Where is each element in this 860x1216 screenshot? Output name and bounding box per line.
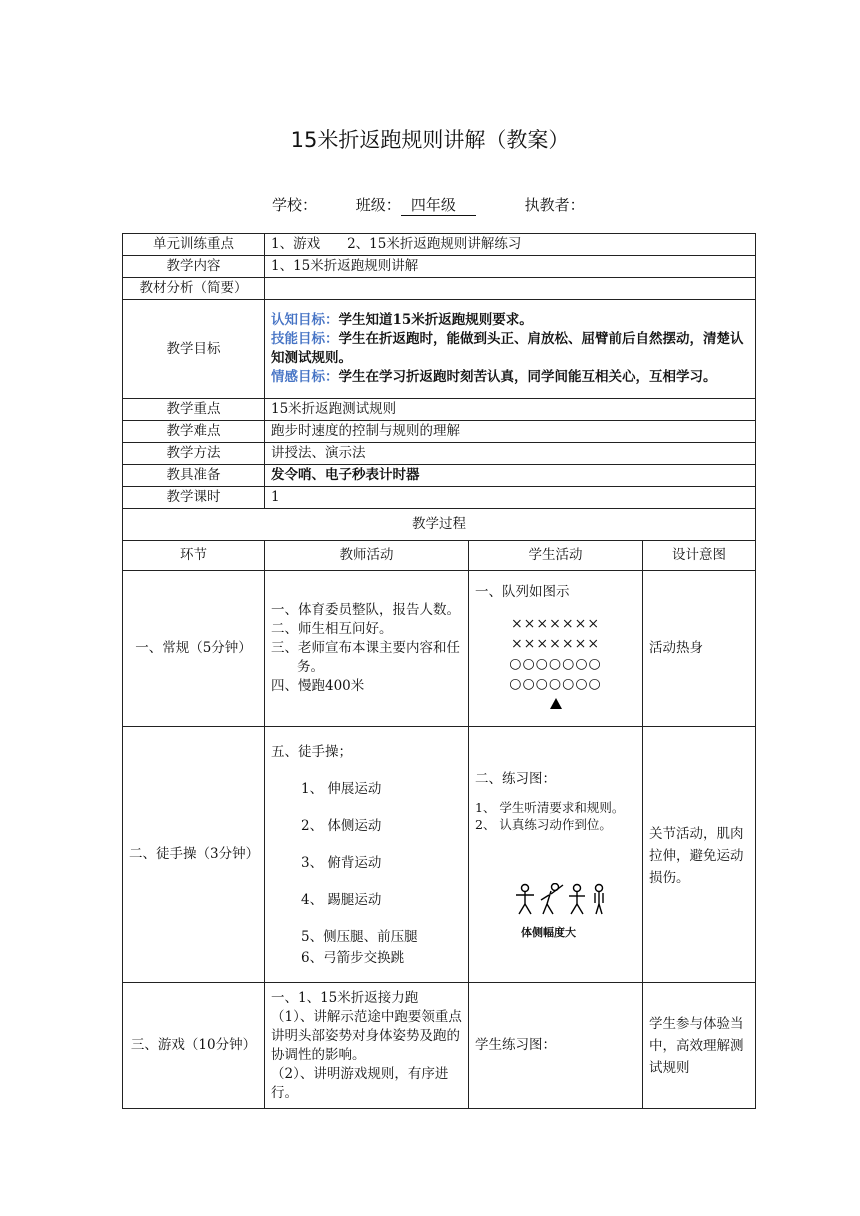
method-value: 讲授法、演示法 xyxy=(265,443,756,465)
stage2-student-item: 1、 学生听清要求和规则。 xyxy=(475,799,625,815)
row-goals xyxy=(123,300,756,399)
class-label: 班级： xyxy=(355,196,401,214)
analysis-label: 教材分析（简要） xyxy=(123,278,265,300)
stage1-teacher xyxy=(265,571,469,727)
row-stage-2 xyxy=(123,727,756,983)
stage2-intent xyxy=(643,727,756,983)
col-teacher-header: 教师活动 xyxy=(265,541,469,571)
row-equipment xyxy=(123,465,756,487)
unit-focus-value: 1、游戏 2、15米折返跑规则讲解练习 xyxy=(265,234,756,256)
row-hours xyxy=(123,487,756,509)
stage1-teacher-item: 一、体育委员整队，报告人数。 xyxy=(271,602,460,618)
exercise-item: 3、 俯背运动 xyxy=(301,855,382,871)
stage2-student xyxy=(469,727,643,983)
stage3-teacher-item: （2）、讲明游戏规则，有序进行。 xyxy=(271,1065,449,1101)
class-value: 四年级 xyxy=(401,194,476,216)
stage1-name: 一、常规（5分钟） xyxy=(123,571,265,727)
stage3-teacher-item: 一、1、15米折返接力跑 xyxy=(271,989,419,1006)
skill-label: 技能目标： xyxy=(271,331,339,347)
stage1-student-title: 一、队列如图示 xyxy=(475,583,570,600)
goal-emotion xyxy=(271,368,749,387)
lesson-meta xyxy=(272,194,585,216)
col-stage-header: 环节 xyxy=(123,541,265,571)
stage3-intent: 学生参与体验当中，高效理解测试规则 xyxy=(643,983,756,1109)
exercise-item: 2、 体侧运动 xyxy=(301,818,382,834)
row-analysis xyxy=(123,278,756,300)
school-label: 学校： xyxy=(272,196,318,214)
row-content xyxy=(123,256,756,278)
content-label: 教学内容 xyxy=(123,256,265,278)
stretch-figure xyxy=(511,883,611,942)
stage1-student xyxy=(469,571,643,727)
stage2-name: 二、徒手操（3分钟） xyxy=(123,727,265,983)
content-value: 1、15米折返跑规则讲解 xyxy=(265,256,756,278)
exercise-item: 4、 踢腿运动 xyxy=(301,892,382,908)
hours-value: 1 xyxy=(265,487,756,509)
stage2-student-item: 2、 认真练习动作到位。 xyxy=(475,816,612,832)
stage1-teacher-item: 三、老师宣布本课主要内容和任务。 xyxy=(271,640,460,675)
row-process-title xyxy=(123,509,756,541)
figure-caption: 体侧幅度大 xyxy=(521,925,576,939)
exercise-item: 1、 伸展运动 xyxy=(301,781,382,797)
goals-label: 教学目标 xyxy=(123,300,265,399)
formation-row: ○○○○○○○ xyxy=(509,675,602,692)
lesson-plan-table xyxy=(122,233,756,1109)
row-stage-1 xyxy=(123,571,756,727)
key-point-value: 15米折返跑测试规则 xyxy=(265,399,756,421)
key-point-label: 教学重点 xyxy=(123,399,265,421)
teacher-label: 执教者： xyxy=(524,196,585,214)
stage2-intent-text: 关节活动，肌肉拉伸，避免运动损伤。 xyxy=(649,825,744,886)
formation-row: ○○○○○○○ xyxy=(509,655,602,672)
unit-focus-label: 单元训练重点 xyxy=(123,234,265,256)
equipment-label: 教具准备 xyxy=(123,465,265,487)
cognitive-label: 认知目标： xyxy=(271,312,339,328)
col-student-header: 学生活动 xyxy=(469,541,643,571)
stage3-teacher-item: （1）、讲解示范途中跑要领重点讲明头部姿势对身体姿势及跑的协调性的影响。 xyxy=(271,1008,462,1063)
method-label: 教学方法 xyxy=(123,443,265,465)
goal-skill xyxy=(271,330,749,368)
row-process-header xyxy=(123,541,756,571)
cognitive-text: 学生知道15米折返跑规则要求。 xyxy=(338,312,533,328)
hours-label: 教学课时 xyxy=(123,487,265,509)
row-method xyxy=(123,443,756,465)
stage2-student-title: 二、练习图： xyxy=(475,770,556,787)
page-title: 15米折返跑规则讲解（教案） xyxy=(290,128,570,152)
row-stage-3 xyxy=(123,983,756,1109)
stage1-intent: 活动热身 xyxy=(643,571,756,727)
exercise-item: 6、弓箭步交换跳 xyxy=(301,950,405,966)
formation-diagram xyxy=(475,614,636,715)
stage2-teacher-title: 五、徒手操； xyxy=(271,744,352,760)
stage3-student: 学生练习图： xyxy=(469,983,643,1109)
process-title: 教学过程 xyxy=(123,509,756,541)
stage3-teacher xyxy=(265,983,469,1109)
formation-row: ××××××× xyxy=(510,635,601,652)
row-unit-focus xyxy=(123,234,756,256)
emotion-label: 情感目标： xyxy=(271,369,339,385)
teacher-position-triangle-icon xyxy=(550,698,562,709)
skill-text: 学生在折返跑时，能做到头正、肩放松、屈臂前后自然摆动，清楚认知测试规则。 xyxy=(271,331,744,366)
goal-cognitive xyxy=(271,311,749,330)
analysis-value xyxy=(265,278,756,300)
stick-figures-icon xyxy=(511,883,611,917)
difficulty-label: 教学难点 xyxy=(123,421,265,443)
col-intent-header: 设计意图 xyxy=(643,541,756,571)
row-key-point xyxy=(123,399,756,421)
exercise-item: 5、侧压腿、前压腿 xyxy=(301,929,418,945)
stage3-name: 三、游戏（10分钟） xyxy=(123,983,265,1109)
goals-value xyxy=(265,300,756,399)
formation-row: ××××××× xyxy=(510,615,601,632)
stage1-teacher-item: 二、师生相互问好。 xyxy=(271,621,393,637)
stage1-teacher-item: 四、慢跑400米 xyxy=(271,678,365,694)
difficulty-value: 跑步时速度的控制与规则的理解 xyxy=(265,421,756,443)
row-difficulty xyxy=(123,421,756,443)
stage2-teacher xyxy=(265,727,469,983)
emotion-text: 学生在学习折返跑时刻苦认真，同学间能互相关心，互相学习。 xyxy=(338,369,717,385)
equipment-value: 发令哨、电子秒表计时器 xyxy=(265,465,756,487)
